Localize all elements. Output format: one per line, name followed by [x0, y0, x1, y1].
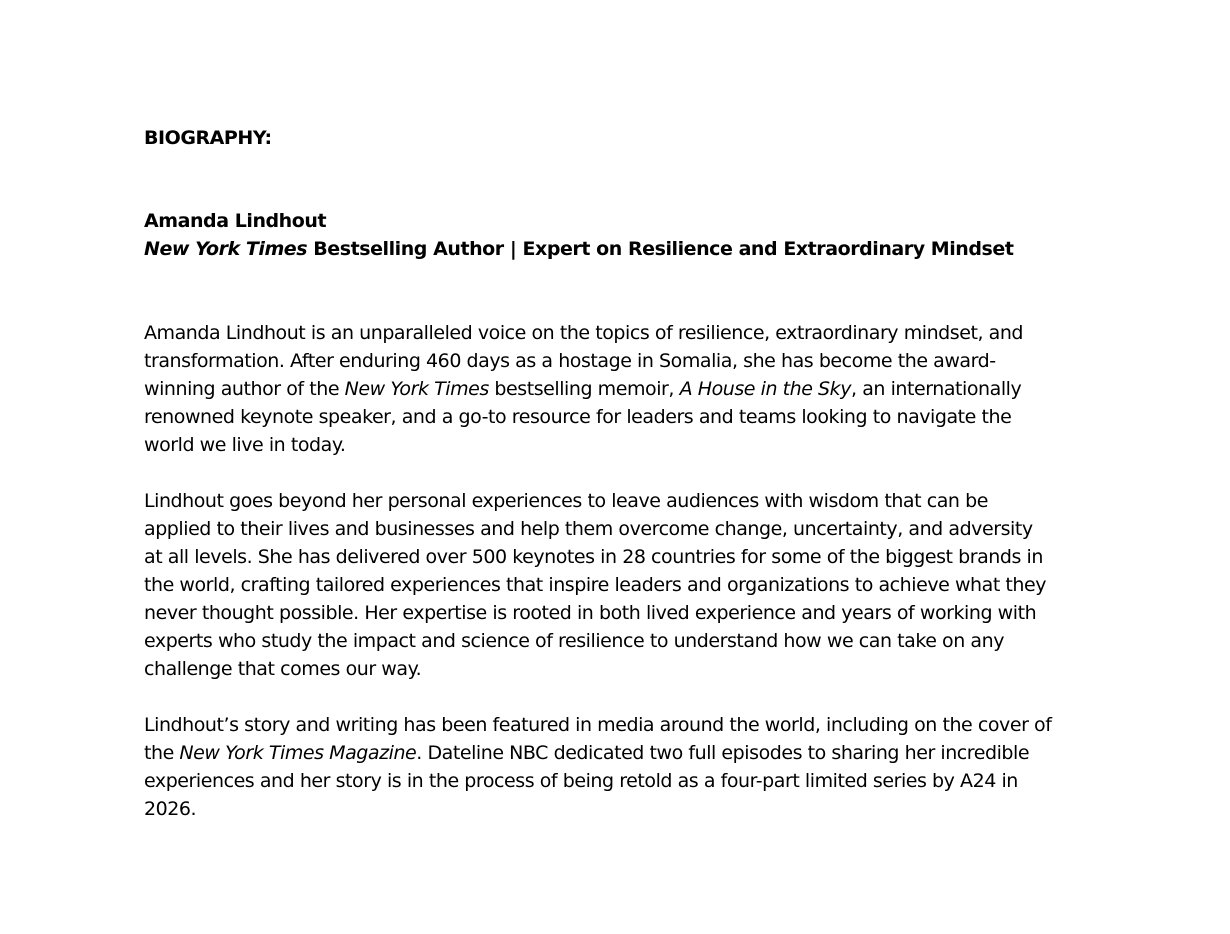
para3-text-1: Lindhout’s story and writing has been featured in media around the world, including on the cover of the — [144, 714, 1052, 764]
biography-heading: BIOGRAPHY: — [144, 127, 272, 149]
para1-publication: New York Times — [344, 378, 489, 400]
author-name: Amanda Lindhout — [144, 210, 327, 232]
para1-text-2: bestselling memoir, — [488, 378, 680, 400]
para3-publication: New York Times Magazine — [179, 742, 417, 764]
bio-paragraph-2: Lindhout goes beyond her personal experiences to leave audiences with wisdom that can be applied to their lives and businesses and help them overcome change, uncertainty, and adversity at all levels. She has delivered over 500 keynotes in 28 countries for some of the biggest brands in the world, crafting tailored experiences that inspire leaders and organizations to achieve what they never thought possible. Her expertise is rooted in both lived experience and years of working with experts who study the impact and science of resilience to understand how we can take on any challenge that comes our way. — [144, 490, 1047, 680]
author-subtitle — [144, 235, 1054, 263]
bio-paragraph-3 — [144, 711, 1054, 823]
document-body — [144, 124, 1054, 823]
author-header — [144, 207, 1054, 263]
subtitle-publication: New York Times — [144, 238, 308, 260]
para1-text-3: , an internationally renowned keynote speaker, and a go-to resource for leaders and teams looking to navigate the world we live in today. — [144, 378, 1022, 456]
para1-text-1: Amanda Lindhout is an unparalleled voice on the topics of resilience, extraordinary mindset, and transformation. After enduring 460 days as a hostage in Somalia, she has become the award-winning author of the — [144, 322, 1024, 400]
para3-text-2: . Dateline NBC dedicated two full episodes to sharing her incredible experiences and her story is in the process of being retold as a four-part limited series by A24 in 2026. — [144, 742, 1030, 820]
bio-paragraph-1 — [144, 319, 1054, 459]
para1-book-title: A House in the Sky — [679, 378, 852, 400]
subtitle-description: Bestselling Author | Expert on Resilience and Extraordinary Mindset — [307, 238, 1014, 260]
